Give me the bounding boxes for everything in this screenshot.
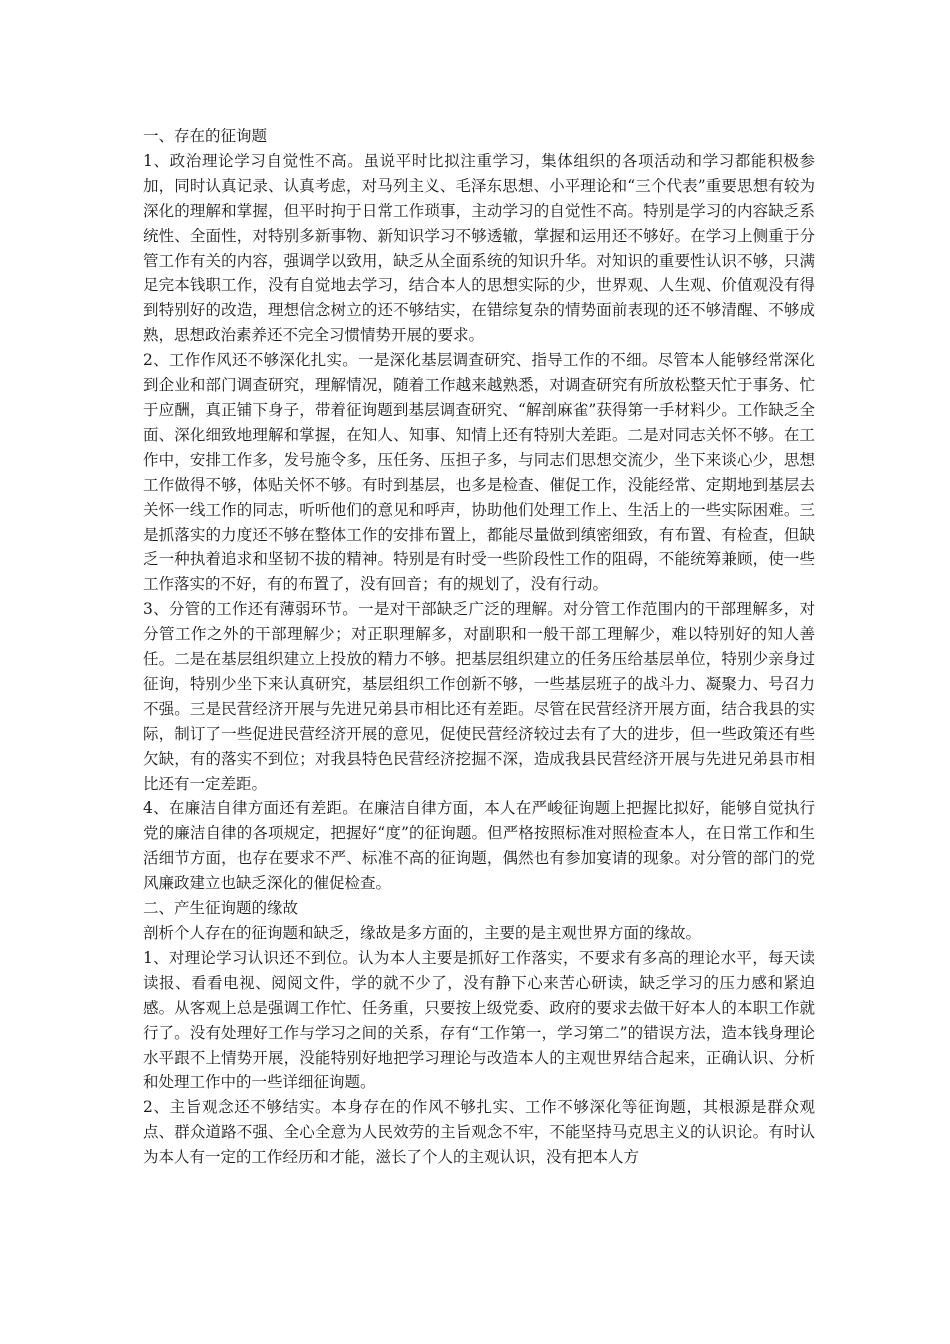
paragraph-work-style: 2、工作作风还不够深化扎实。一是深化基层调查研究、指导工作的不细。尽管本人能够经常深化到企业和部门调查研究，理解情况，随着工作越来越熟悉，对调查研究有所放松整天忙于事务、忙于应酬，真正铺下身子，带着征询题到基层调查研究、“解剖麻雀”获得第一手材料少。工作缺乏全面、深化细致地理解和掌握，在知人、知事、知情上还有特别大差距。二是对同志关怀不够。在工作中，安排工作多，发号施令多，压任务、压担子多，与同志们思想交流少，坐下来谈心少，思想工作做得不够，体贴关怀不够。有时到基层，也多是检查、催促工作，没能经常、定期地到基层去关怀一线工作的同志，听听他们的意见和呼声，协助他们处理工作上、生活上的一些实际困难。三是抓落实的力度还不够在整体工作的安排布置上，都能尽量做到缜密细致，有布置、有检查，但缺乏一种执着追求和坚韧不拔的精神。特别是有时受一些阶段性工作的阻碍，不能统筹兼顾，使一些工作落实的不好，有的布置了，没有回音；有的规划了，没有行动。 <box>143 351 815 594</box>
paragraph-causes-intro: 剖析个人存在的征询题和缺乏，缘故是多方面的，主要的是主观世界方面的缘故。 <box>143 924 702 942</box>
paragraph-political-study: 1、政治理论学习自觉性不高。虽说平时比拟注重学习，集体组织的各项活动和学习都能积极参加，同时认真记录、认真考虑，对马列主义、毛泽东思想、小平理论和“三个代表”重要思想有较为深化的理解和掌握，但平时拘于日常工作琐事，主动学习的自觉性不高。特别是学习的内容缺乏系统性、全面性，对特别多新事物、新知识学习不够透辙，掌握和运用还不够好。在学习上侧重于分管工作有关的内容，强调学以致用，缺乏从全面系统的知识升华。对知识的重要性认识不够，只满足完本钱职工作，没有自觉地去学习，结合本人的思想实际的少，世界观、人生观、价值观没有得到特别好的改造，理想信念树立的还不够结实，在错综复杂的情势面前表现的还不够清醒、不够成熟，思想政治素养还不完全习惯情势开展的要求。 <box>143 151 815 345</box>
paragraph-purpose-concept: 2、主旨观念还不够结实。本身存在的作风不够扎实、工作不够深化等征询题，其根源是群众观点、群众道路不强、全心全意为人民效劳的主旨观念不牢，不能坚持马克思主义的认识论。有时认为本人有一定的工作经历和才能，滋长了个人的主观认识，没有把本人方 <box>143 1098 815 1167</box>
section-heading-causes: 二、产生征询题的缘故 <box>143 899 299 918</box>
paragraph-integrity: 4、在廉洁自律方面还有差距。在廉洁自律方面，本人在严峻征询题上把握比拟好，能够自觉执行党的廉洁自律的各项规定，把握好“度”的征询题。但严格按照标准对照检查本人，在日常工作和生活细节方面，也存在要求不严、标准不高的征询题，偶然也有参加宴请的现象。对分管的部门的党风廉政建立也缺乏深化的催促检查。 <box>143 799 815 893</box>
paragraph-weak-links: 3、分管的工作还有薄弱环节。一是对干部缺乏广泛的理解。对分管工作范围内的干部理解多，对分管工作之外的干部理解少；对正职理解多，对副职和一般干部工理解少，难以特别好的知人善任。二是在基层组织建立上投放的精力不够。把基层组织建立的任务压给基层单位，特别少亲身过征询，特别少坐下来认真研究，基层组织工作创新不够，一些基层班子的战斗力、凝聚力、号召力不强。三是民营经济开展与先进兄弟县市相比还有差距。尽管在民营经济开展方面，结合我县的实际，制订了一些促进民营经济开展的意见，促使民营经济较过去有了大的进步，但一些政策还有些欠缺，有的落实不到位；对我县特色民营经济挖掘不深，造成我县民营经济开展与先进兄弟县市相比还有一定差距。 <box>143 600 815 793</box>
document-body <box>143 124 815 1170</box>
paragraph-theory-awareness: 1、对理论学习认识还不到位。认为本人主要是抓好工作落实，不要求有多高的理论水平，每天读读报、看看电视、阅阅文件，学的就不少了，没有静下心来苦心研读，缺乏学习的压力感和紧迫感。从客观上总是强调工作忙、任务重，只要按上级党委、政府的要求去做干好本人的本职工作就行了。没有处理好工作与学习之间的关系，存有“工作第一，学习第二”的错误方法，造本钱身理论水平跟不上情势开展，没能特别好地把学习理论与改造本人的主观世界结合起来，正确认识、分析和处理工作中的一些详细征询题。 <box>143 948 815 1092</box>
section-heading-problems: 一、存在的征询题 <box>143 127 268 145</box>
